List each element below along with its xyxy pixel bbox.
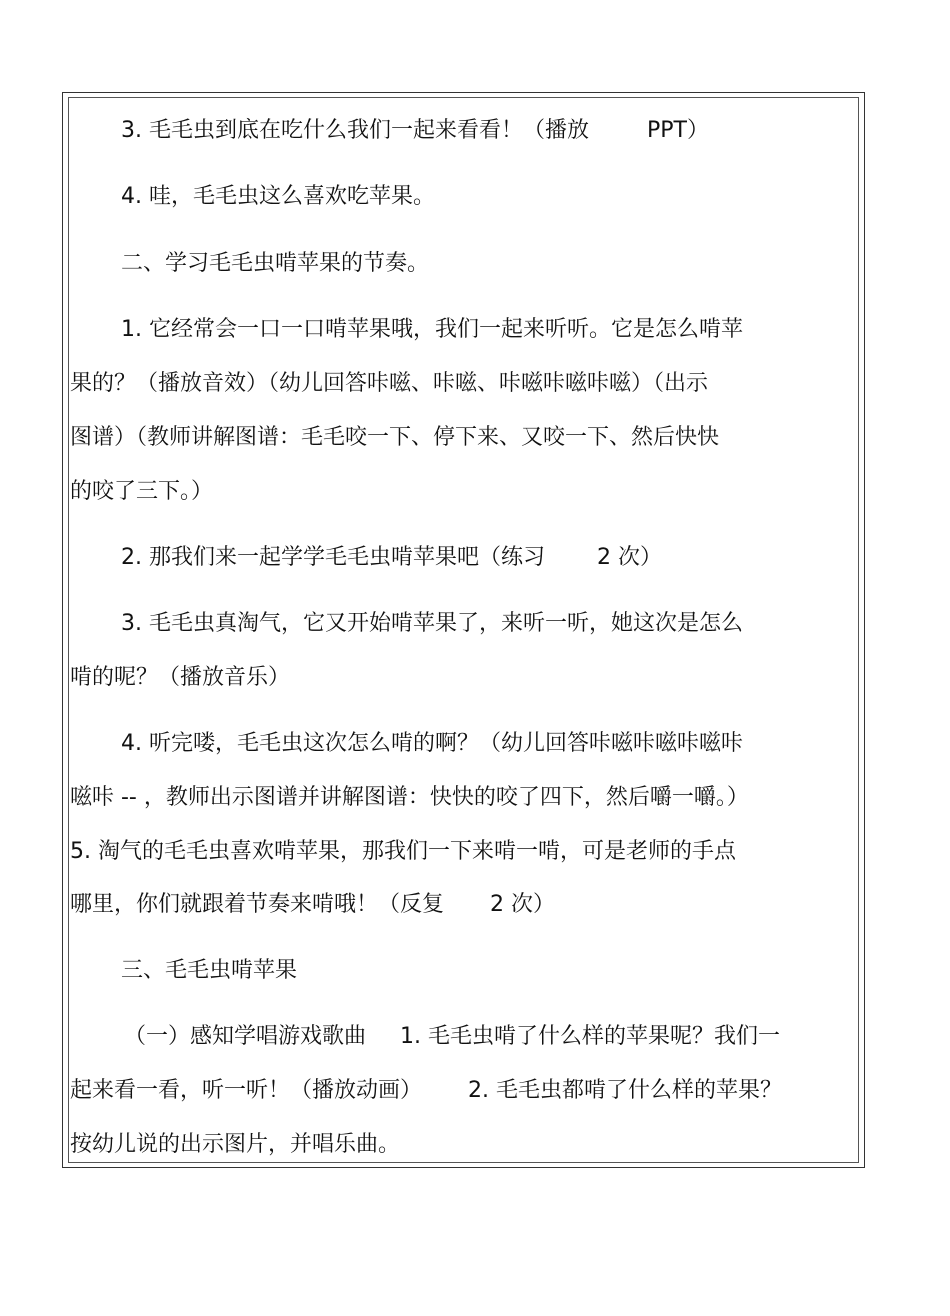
text-segment: 4. 哇，毛毛虫这么喜欢吃苹果。 — [121, 184, 435, 209]
text-segment: 起来看一看，听一听！（播放动画） — [70, 1078, 423, 1103]
text-segment: 图谱）（教师讲解图谱：毛毛咬一下、停下来、又咬一下、然后快快 — [70, 425, 720, 450]
text-segment: 5. 淘气的毛毛虫喜欢啃苹果，那我们一下来啃一啃，可是老师的手点 — [70, 839, 736, 864]
section-heading — [121, 956, 297, 986]
text-line — [121, 182, 435, 212]
text-segment: 嗞咔 -- ，教师出示图谱并讲解图谱：快快的咬了四下，然后嚼一嚼。） — [70, 785, 749, 810]
text-segment: （一）感知学唱游戏歌曲 — [124, 1024, 367, 1049]
text-line — [121, 315, 743, 345]
text-line — [121, 543, 662, 573]
text-line — [70, 663, 290, 693]
text-segment: 1. 它经常会一口一口啃苹果哦，我们一起来听听。它是怎么啃苹 — [121, 317, 743, 342]
text-line — [121, 729, 743, 759]
text-line — [70, 477, 213, 507]
text-segment: 啃的呢？（播放音乐） — [70, 665, 291, 690]
text-segment: 果的？（播放音效）（幼儿回答咔嗞、咔嗞、咔嗞咔嗞咔嗞）（出示 — [70, 371, 709, 396]
text-segment: 哪里，你们就跟着节奏来啃哦！（反复 — [70, 892, 445, 917]
text-segment: 二、学习毛毛虫啃苹果的节奏。 — [121, 251, 430, 276]
text-line — [124, 1022, 780, 1052]
text-line — [70, 783, 749, 813]
text-segment: 按幼儿说的出示图片，并唱乐曲。 — [70, 1132, 401, 1157]
text-line — [70, 837, 736, 867]
text-segment: 2. 那我们来一起学学毛毛虫啃苹果吧（练习 — [121, 545, 545, 570]
text-segment: PPT） — [647, 118, 709, 143]
text-segment: 2 次） — [490, 892, 556, 917]
text-segment: 2. 毛毛虫都啃了什么样的苹果？ — [468, 1078, 782, 1103]
text-line — [121, 116, 709, 146]
text-segment: 3. 毛毛虫真淘气，它又开始啃苹果了，来听一听，她这次是怎么 — [121, 611, 743, 636]
text-line — [70, 1076, 782, 1106]
text-line — [121, 609, 743, 639]
text-line — [70, 1130, 400, 1160]
text-segment: 1. 毛毛虫啃了什么样的苹果呢？我们一 — [400, 1024, 781, 1049]
text-segment: 4. 听完喽，毛毛虫这次怎么啃的啊？（幼儿回答咔嗞咔嗞咔嗞咔 — [121, 731, 743, 756]
text-line — [70, 369, 708, 399]
text-segment: 2 次） — [597, 545, 662, 570]
section-heading — [121, 249, 429, 279]
text-segment: 的咬了三下。） — [70, 479, 214, 504]
text-line — [70, 423, 719, 453]
text-line — [70, 890, 555, 920]
text-segment: 3. 毛毛虫到底在吃什么我们一起来看看！（播放 — [121, 118, 589, 143]
text-segment: 三、毛毛虫啃苹果 — [121, 958, 298, 983]
